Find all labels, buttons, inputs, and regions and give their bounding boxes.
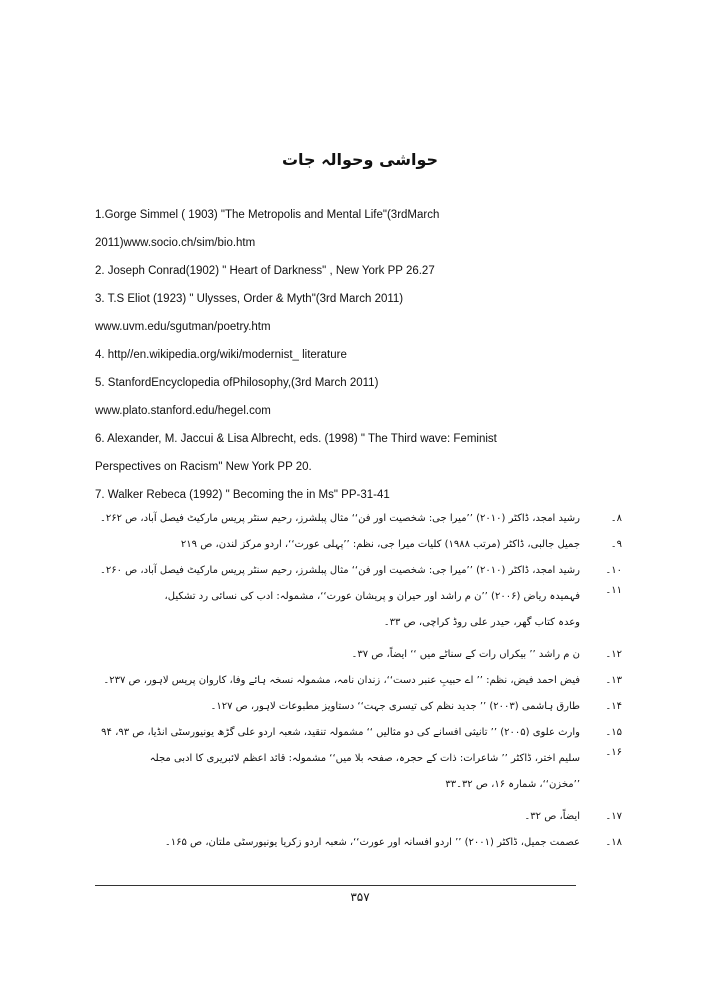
reference-line: 5. StanfordEncyclopedia ofPhilosophy,(3rd March 2011): [95, 377, 379, 389]
reference-text: فہمیدہ ریاض (۲۰۰۶) ’’ن م راشد اور حیران و پریشان عورت‘‘، مشمولہ: ادب کی نسائی رد تشکیل، وعدہ کتاب گھر، حیدر علی روڈ کراچی، ص ۳۳۔: [164, 591, 580, 628]
reference-text: طارق ہاشمی (۲۰۰۳) ’’ جدید نظم کی تیسری جہت‘‘ دستاویز مطبوعات لاہور، ص ۱۲۷۔: [210, 701, 580, 712]
list-item: [140, 538, 622, 552]
reference-number: ۸۔: [610, 513, 622, 524]
list-item: [99, 512, 622, 526]
reference-text: رشید امجد، ڈاکٹر (۲۰۱۰) ’’میرا جی: شخصیت اور فن‘‘ مثال پبلشرز، رحیم سنٹر پریس مارکیٹ فیصل آباد، ص ۲۶۰۔: [99, 565, 580, 576]
reference-line: 1.Gorge Simmel ( 1903) "The Metropolis and Mental Life"(3rdMarch: [95, 209, 440, 221]
list-item: [101, 726, 622, 740]
page-number: ۳۵۷: [350, 890, 370, 904]
reference-text: رشید امجد، ڈاکٹر (۲۰۱۰) ’’میرا جی: شخصیت اور فن‘‘ مثال پبلشرز، رحیم سنٹر پریس مارکیٹ فیصل آباد، ص ۲۶۲۔: [99, 513, 580, 524]
reference-text: سلیم اختر، ڈاکٹر ’’ شاعرات: ذات کے حجرہ، صفحہ بلا میں‘‘ مشمولہ: قائد اعظم لائبریری کا ادبی مجلہ ’’مخزن‘‘، شمارہ ۱۶، ص ۳۲۔۳۳: [149, 753, 580, 790]
list-item: [140, 836, 622, 850]
list-item: [103, 674, 622, 688]
reference-number: ۱۰۔: [605, 565, 622, 576]
list-item: [140, 746, 622, 798]
reference-number: ۹۔: [610, 539, 622, 550]
reference-line: www.uvm.edu/sgutman/poetry.htm: [95, 321, 271, 333]
reference-line: www.plato.stanford.edu/hegel.com: [95, 405, 271, 417]
reference-text: ن م راشد ’’ بیکراں رات کے سناٹے میں ‘‘ ایضاً، ص ۳۷۔: [351, 649, 580, 660]
reference-text: فیض احمد فیض، نظم: ’’ اے حبیبِ عنبر دست‘‘، زندان نامہ، مشمولہ نسخہ ہائے وفا، کاروان پریس لاہور، ص ۲۳۷۔: [103, 675, 580, 686]
list-item: [140, 810, 622, 824]
urdu-references: [99, 512, 622, 862]
reference-number: ۱۱۔: [605, 585, 622, 596]
reference-number: ۱۳۔: [605, 675, 622, 686]
reference-text: عصمت جمیل، ڈاکٹر (۲۰۰۱) ’’ اردو افسانہ اور عورت‘‘، شعبہ اردو زکریا یونیورسٹی ملتان، ص ۱۶۵۔: [164, 837, 580, 848]
list-item: [140, 700, 622, 714]
reference-number: ۱۸۔: [605, 837, 622, 848]
footer-divider: [95, 885, 576, 886]
reference-number: ۱۶۔: [605, 747, 622, 758]
reference-text: جمیل جالبی، ڈاکٹر (مرتب ۱۹۸۸) کلیات میرا جی، نظم: ’’پہلی عورت‘‘، اردو مرکز لندن، ص ۲۱۹: [180, 539, 580, 550]
reference-line: 2. Joseph Conrad(1902) " Heart of Darkness" , New York PP 26.27: [95, 265, 435, 277]
reference-line: 2011)www.socio.ch/sim/bio.htm: [95, 237, 256, 249]
reference-number: ۱۷۔: [605, 811, 622, 822]
reference-line: 3. T.S Eliot (1923) " Ulysses, Order & Myth"(3rd March 2011): [95, 293, 404, 305]
reference-number: ۱۴۔: [605, 701, 622, 712]
reference-line: 6. Alexander, M. Jaccui & Lisa Albrecht, eds. (1998) " The Third wave: Feminist: [95, 433, 497, 445]
reference-line: 4. http//en.wikipedia.org/wiki/modernist_ literature: [95, 349, 347, 361]
list-item: [99, 564, 622, 578]
reference-number: ۱۲۔: [605, 649, 622, 660]
list-item: [140, 584, 622, 636]
reference-text: وارث علوی (۲۰۰۵) ’’ تانیثی افسانے کی دو مثالیں ‘‘ مشمولہ تنقید، شعبہ اردو علی گڑھ یونیورسٹی انڈیا، ص ۹۳، ۹۴: [101, 727, 580, 738]
reference-line: 7. Walker Rebeca (1992) " Becoming the in Ms" PP-31-41: [95, 489, 390, 501]
english-references: [95, 205, 595, 513]
reference-line: Perspectives on Racism" New York PP 20.: [95, 461, 312, 473]
reference-text: ایضاً، ص ۳۲۔: [524, 811, 580, 822]
list-item: [140, 648, 622, 662]
reference-number: ۱۵۔: [605, 727, 622, 738]
page-title: حواشی وحوالہ جات: [281, 150, 439, 169]
